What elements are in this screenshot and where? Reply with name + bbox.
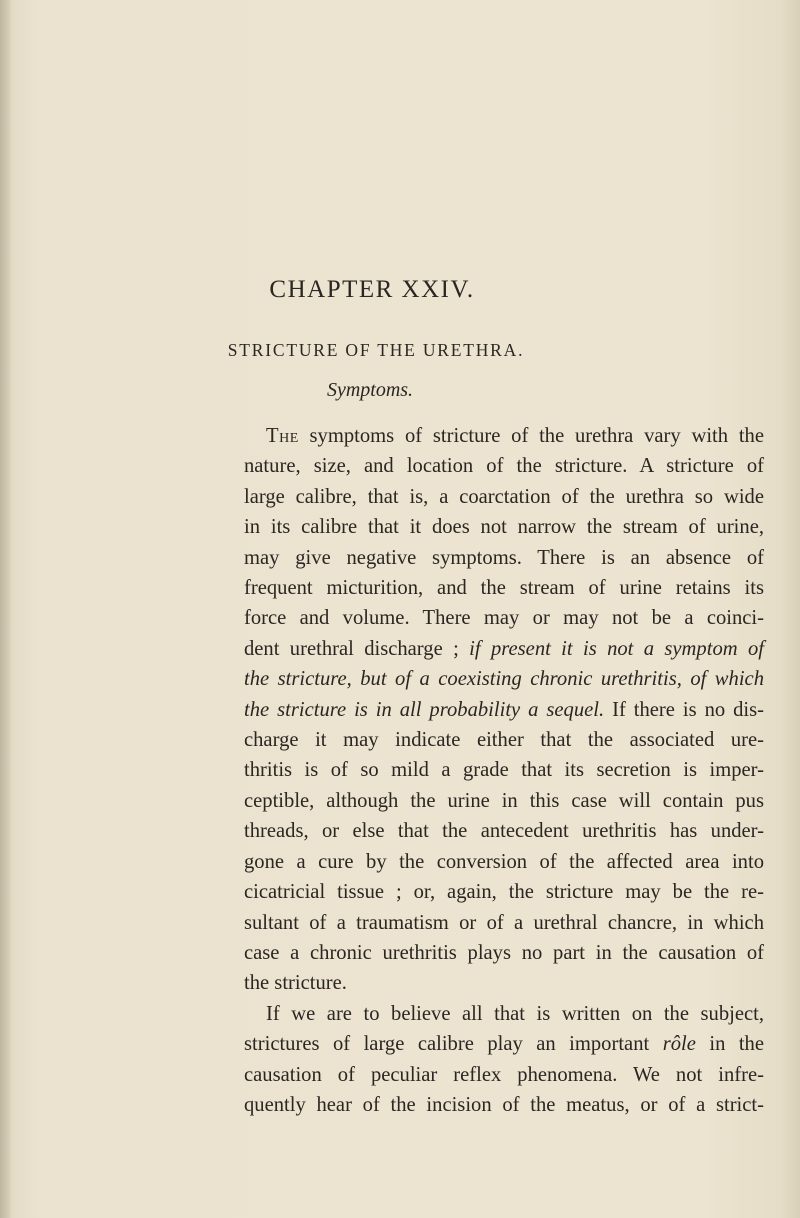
page-gutter-shadow: [0, 0, 10, 1218]
paragraph-1-line-7: force and volume. There may or may not be a coinci-: [244, 607, 764, 630]
body-text: [244, 421, 764, 1120]
paragraph-1-line-19: the stricture.: [244, 972, 347, 995]
paragraph-1-line-17: sultant of a traumatism or of a urethral chancre, in which: [244, 911, 764, 934]
paragraph-lead-word: The: [266, 425, 299, 447]
paragraph-1-line-8: dent urethral discharge ; if present it is not a symptom of: [244, 637, 764, 660]
paragraph-1-line-12: thritis is of so mild a grade that its secretion is imper-: [244, 759, 764, 782]
paragraph-1-line-6: frequent micturition, and the stream of urine retains its: [244, 577, 764, 600]
section-title: STRICTURE OF THE URETHRA.: [227, 340, 525, 360]
paragraph-2-line-4: quently hear of the incision of the meatus, or of a strict-: [244, 1093, 764, 1116]
paragraph-1-line-4: in its calibre that it does not narrow the stream of urine,: [244, 516, 764, 539]
paragraph-1-line-2: nature, size, and location of the stricture. A stricture of: [244, 455, 764, 478]
paragraph-2-line-3: causation of peculiar reflex phenomena. We not infre-: [244, 1063, 764, 1086]
paragraph-1-line-18: case a chronic urethritis plays no part in the causation of: [244, 941, 764, 964]
chapter-title: CHAPTER XXIV.: [269, 276, 475, 303]
subheading: Symptoms.: [326, 379, 414, 401]
paragraph-1-line-3: large calibre, that is, a coarctation of the urethra so wide: [244, 485, 764, 508]
paragraph-1-line-14: threads, or else that the antecedent urethritis has under-: [244, 820, 764, 843]
paragraph-1-line-10: the stricture is in all probability a sequel. If there is no dis-: [244, 698, 765, 721]
paragraph-1-line-15: gone a cure by the conversion of the affected area into: [244, 850, 764, 873]
paragraph-1-line-11: charge it may indicate either that the associated ure-: [244, 729, 764, 752]
paragraph-1-line-9: the stricture, but of a coexisting chronic urethritis, of which: [244, 668, 764, 691]
paragraph-2-line-2: strictures of large calibre play an important rôle in the: [244, 1033, 764, 1056]
paragraph-1-line-1: The symptoms of stricture of the urethra vary with the: [266, 425, 764, 447]
paragraph-1-line-13: ceptible, although the urine in this case will contain pus: [244, 789, 764, 812]
paragraph-1-line-5: may give negative symptoms. There is an absence of: [244, 546, 764, 569]
paragraph-1-line-16: cicatricial tissue ; or, again, the stricture may be the re-: [244, 881, 764, 904]
paragraph-2-line-1: If we are to believe all that is written on the subject,: [266, 1002, 764, 1025]
